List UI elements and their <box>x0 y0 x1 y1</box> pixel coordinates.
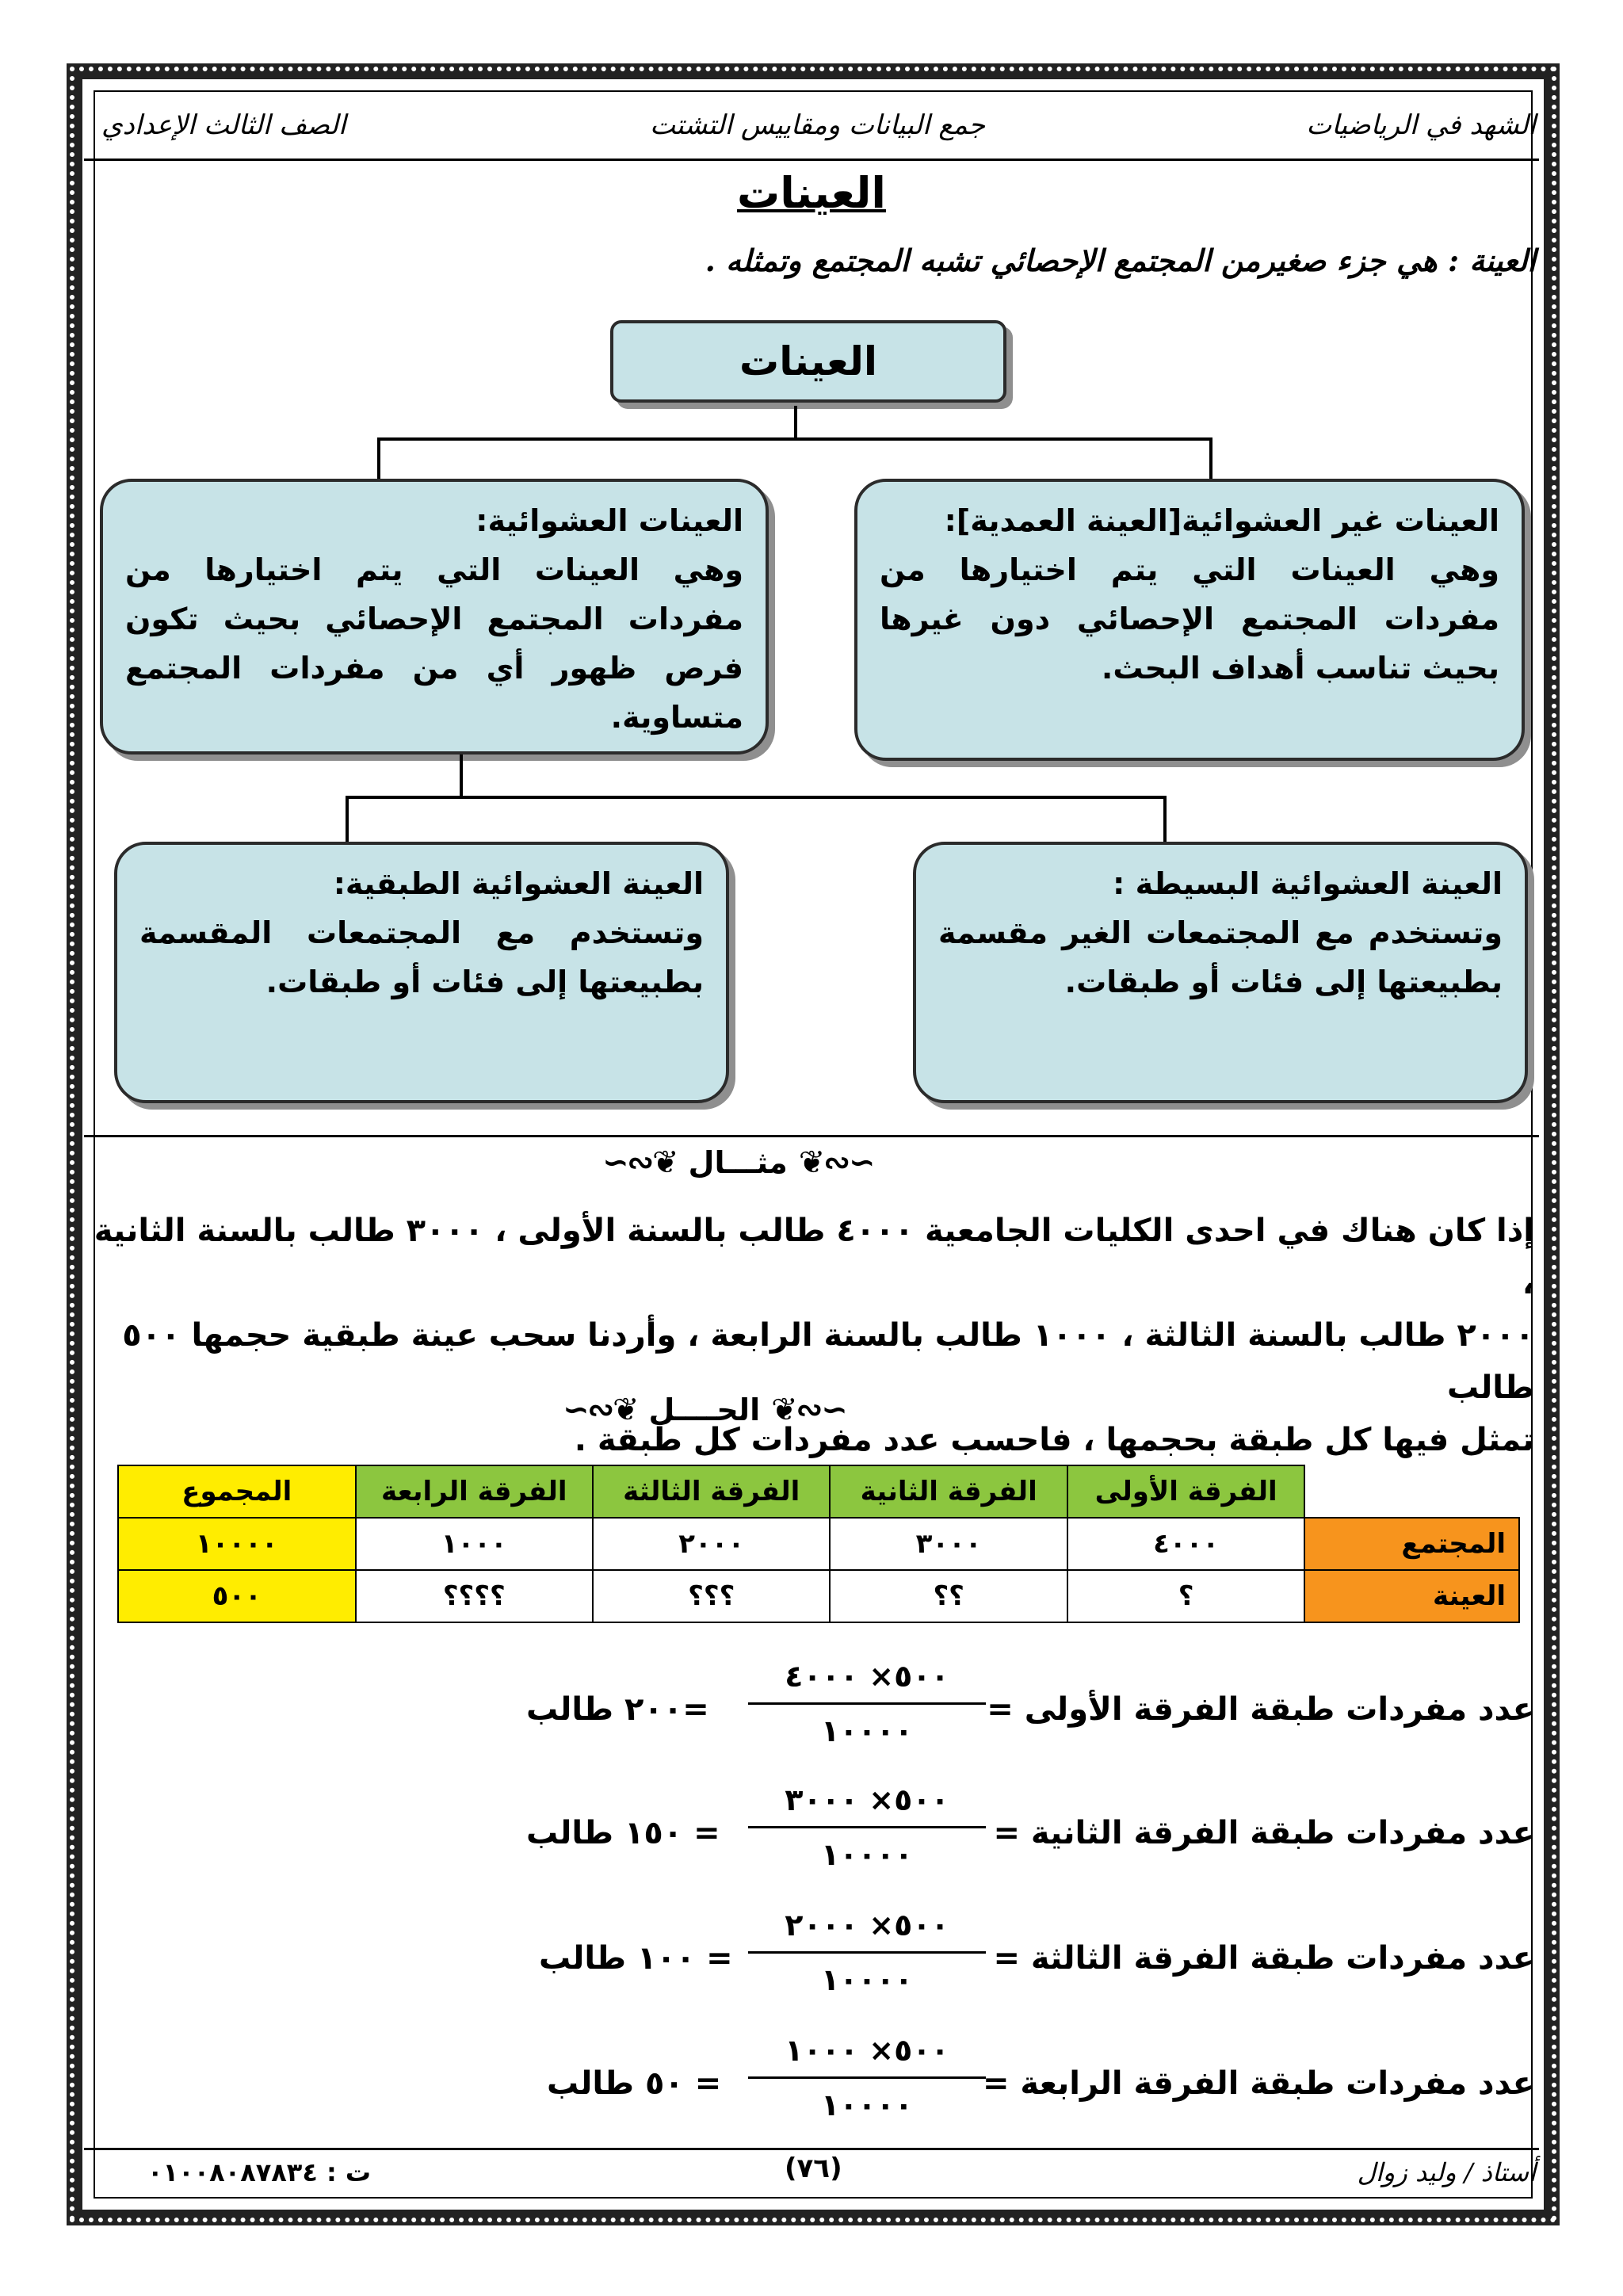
fraction-denominator: ١٠٠٠٠ <box>821 1713 913 1748</box>
stratified-random-heading: العينة العشوائية الطبقية: <box>333 866 704 901</box>
connector <box>346 796 1167 799</box>
nonrandom-heading: العينات غير العشوائية[العينة العمدية]: <box>944 503 1499 538</box>
solution-heading <box>563 1392 846 1428</box>
connector <box>1163 796 1167 842</box>
equation-label: عدد مفردات طبقة الفرقة الأولى = <box>987 1691 1534 1728</box>
connector <box>346 796 349 842</box>
footer-divider <box>84 2148 1539 2150</box>
strata-table <box>117 1465 1520 1623</box>
table-row-label: المجتمع <box>1304 1518 1519 1570</box>
tree-root-box <box>610 320 1006 403</box>
equation-result: = ٥٠ طالب <box>547 2065 722 2102</box>
example-line: ٢٠٠٠ طالب بالسنة الثالثة ، ١٠٠٠ طالب بالسنة الرابعة ، وأردنا سحب عينة طبقية حجمها ٥٠٠ طالب <box>122 1317 1534 1406</box>
table-cell: ؟؟؟؟ <box>356 1570 593 1622</box>
connector <box>1209 437 1212 479</box>
table-corner <box>1304 1465 1519 1518</box>
fraction-denominator: ١٠٠٠٠ <box>821 1837 913 1872</box>
equation-fraction <box>748 1777 986 1878</box>
ornament-icon: ∼∾❦ <box>771 1392 846 1428</box>
equation-label: عدد مفردات طبقة الفرقة الرابعة = <box>982 2065 1534 2102</box>
random-samples-box <box>100 479 769 755</box>
table-row <box>118 1570 1519 1622</box>
table-cell: ؟ <box>1067 1570 1304 1622</box>
fraction-numerator: ٥٠٠× ٢٠٠٠ <box>785 1908 949 1943</box>
random-body: وهي العينات التي يتم اختيارها من مفردات المجتمع الإحصائي بحيث تكون فرص ظهور أي من مفردات المجتمع متساوية. <box>125 552 743 735</box>
example-line: إذا كان هناك في احدى الكليات الجامعية ٤٠٠٠ طالب بالسنة الأولى ، ٣٠٠٠ طالب بالسنة الثانية ، <box>94 1213 1534 1301</box>
connector <box>794 406 797 441</box>
ornament-icon: ❦∾∼ <box>602 1144 678 1181</box>
connector <box>377 437 1212 441</box>
table-row-label: العينة <box>1304 1570 1519 1622</box>
fraction-bar <box>748 1951 986 1954</box>
ornament-icon: ❦∾∼ <box>563 1392 638 1428</box>
tree-root-label: العينات <box>739 338 877 384</box>
equation-result: = ١٥٠ طالب <box>526 1815 720 1851</box>
connector <box>377 437 380 479</box>
equation-result: = ١٠٠ طالب <box>539 1940 733 1977</box>
table-header-cell: الفرقة الثانية <box>830 1465 1067 1518</box>
simple-random-heading: العينة العشوائية البسيطة : <box>1113 866 1503 901</box>
page-number: (٧٦) <box>785 2153 842 2184</box>
table-cell: ؟؟ <box>830 1570 1067 1622</box>
fraction-bar <box>748 1826 986 1828</box>
header-center: جمع البيانات ومقاييس التشتت <box>650 109 986 141</box>
ornament-icon: ∼∾❦ <box>798 1144 874 1181</box>
table-cell: ٣٠٠٠ <box>830 1518 1067 1570</box>
equation-fraction <box>748 2027 986 2128</box>
fraction-numerator: ٥٠٠× ٣٠٠٠ <box>785 1782 949 1817</box>
equation-result: =٢٠٠ طالب <box>526 1691 709 1728</box>
simple-random-body: وتستخدم مع المجتمعات الغير مقسمة بطبيعتها إلى فئات أو طبقات. <box>938 915 1503 999</box>
header-right: الشهد في الرياضيات <box>1306 109 1536 141</box>
table-cell: ٢٠٠٠ <box>593 1518 830 1570</box>
nonrandom-body: وهي العينات التي يتم اختيارها من مفردات المجتمع الإحصائي دون غيرها بحيث تناسب أهداف البحث. <box>880 552 1499 686</box>
fraction-bar <box>748 2076 986 2079</box>
table-header-cell: المجموع <box>118 1465 356 1518</box>
table-cell: ٤٠٠٠ <box>1067 1518 1304 1570</box>
connector <box>460 755 463 799</box>
page-title: العينات <box>737 168 886 218</box>
table-header-cell: الفرقة الأولى <box>1067 1465 1304 1518</box>
sample-definition: العينة : هي جزء صغيرمن المجتمع الإحصائي تشبه المجتمع وتمثله . <box>705 243 1536 278</box>
table-header-row <box>118 1465 1519 1518</box>
fraction-numerator: ٥٠٠× ١٠٠٠ <box>785 2033 949 2068</box>
footer-author: أستاذ / وليد زوال <box>1357 2157 1536 2187</box>
header-left: الصف الثالث الإعدادي <box>101 109 346 141</box>
stratified-random-box <box>114 842 729 1103</box>
table-row <box>118 1518 1519 1570</box>
table-cell: ١٠٠٠٠ <box>118 1518 356 1570</box>
table-header-cell: الفرقة الرابعة <box>356 1465 593 1518</box>
section-divider <box>84 1135 1539 1137</box>
random-heading: العينات العشوائية: <box>475 503 743 538</box>
simple-random-box <box>913 842 1528 1103</box>
example-label: مثـــال <box>688 1145 788 1180</box>
example-line: تمثل فيها كل طبقة بحجمها ، فاحسب عدد مفردات كل طبقة . <box>574 1422 1534 1458</box>
fraction-bar <box>748 1702 986 1705</box>
table-cell: ١٠٠٠ <box>356 1518 593 1570</box>
footer-phone: ت : ٠١٠٠٨٠٨٧٨٣٤ <box>147 2157 372 2187</box>
fraction-denominator: ١٠٠٠٠ <box>821 1962 913 1997</box>
table-cell: ؟؟؟ <box>593 1570 830 1622</box>
table-header-cell: الفرقة الثالثة <box>593 1465 830 1518</box>
header-divider <box>84 159 1539 161</box>
equation-fraction <box>748 1653 986 1754</box>
fraction-denominator: ١٠٠٠٠ <box>821 2088 913 2122</box>
fraction-numerator: ٥٠٠× ٤٠٠٠ <box>785 1659 949 1694</box>
equation-label: عدد مفردات طبقة الفرقة الثانية = <box>993 1815 1534 1851</box>
nonrandom-samples-box <box>854 479 1525 761</box>
equation-fraction <box>748 1902 986 2003</box>
solution-label: الحــــل <box>648 1392 761 1427</box>
equation-label: عدد مفردات طبقة الفرقة الثالثة = <box>993 1940 1534 1977</box>
table-cell: ٥٠٠ <box>118 1570 356 1622</box>
example-heading <box>602 1144 873 1181</box>
stratified-random-body: وتستخدم مع المجتمعات المقسمة بطبيعتها إلى فئات أو طبقات. <box>139 915 704 999</box>
